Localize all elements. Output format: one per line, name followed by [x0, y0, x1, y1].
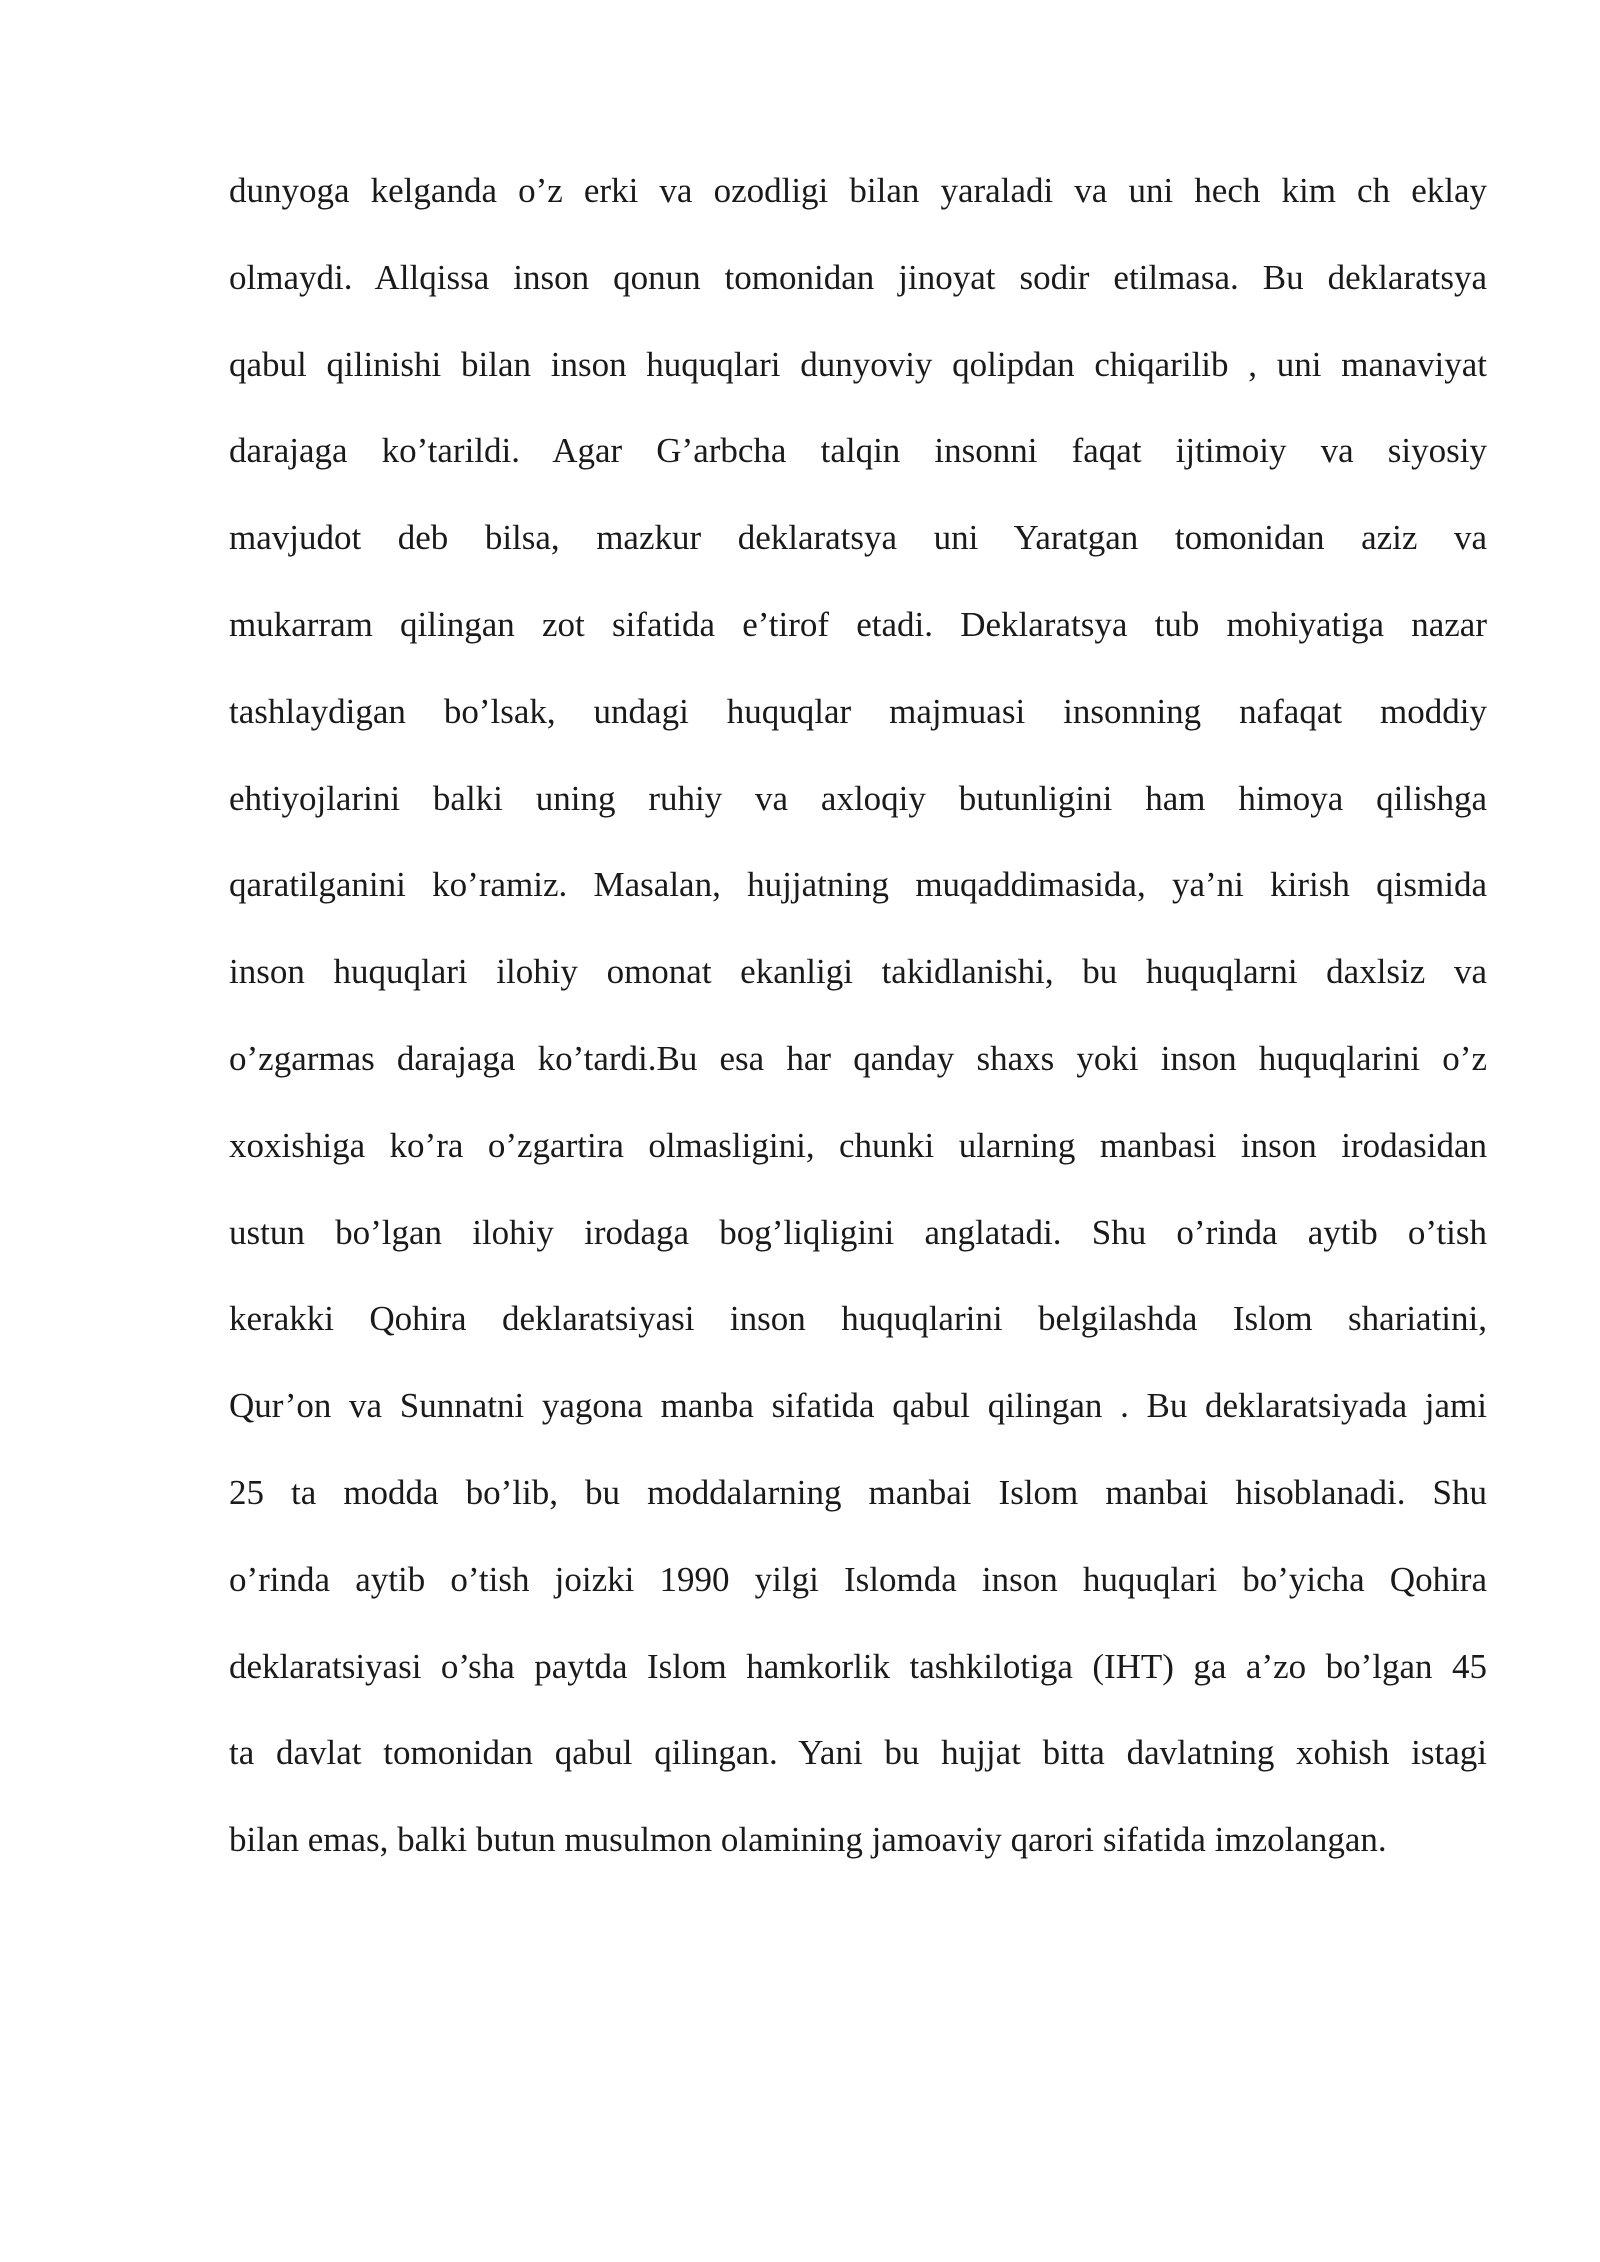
text-line: kerakki Qohira deklaratsiyasi inson huquqlarini belgilashda Islom shariatini, [229, 1299, 1487, 1339]
text-line: xoxishiga ko’ra o’zgartira olmasligini, chunki ularning manbasi inson irodasidan [229, 1125, 1487, 1165]
text-line: inson huquqlari ilohiy omonat ekanligi takidlanishi, bu huquqlarni daxlsiz va [229, 952, 1487, 992]
body-paragraph [229, 148, 1487, 1884]
text-line: deklaratsiyasi o’sha paytda Islom hamkorlik tashkilotiga (IHT) ga a’zo bo’lgan 45 [229, 1646, 1487, 1686]
text-line: darajaga ko’tarildi. Agar G’arbcha talqin insonni faqat ijtimoiy va siyosiy [229, 431, 1487, 471]
text-line: o’rinda aytib o’tish joizki 1990 yilgi Islomda inson huquqlari bo’yicha Qohira [229, 1559, 1487, 1599]
text-line: ehtiyojlarini balki uning ruhiy va axloqiy butunligini ham himoya qilishga [229, 778, 1487, 818]
text-line: 25 ta modda bo’lib, bu moddalarning manbai Islom manbai hisoblanadi. Shu [229, 1472, 1487, 1512]
text-line: olmaydi. Allqissa inson qonun tomonidan jinoyat sodir etilmasa. Bu deklaratsya [229, 257, 1487, 297]
text-line: qabul qilinishi bilan inson huquqlari dunyoviy qolipdan chiqarilib , uni manaviyat [229, 344, 1487, 384]
text-line-last: bilan emas, balki butun musulmon olamining jamoaviy qarori sifatida imzolangan. [229, 1820, 1387, 1860]
text-line: dunyoga kelganda o’z erki va ozodligi bilan yaraladi va uni hech kim ch eklay [229, 171, 1487, 210]
text-line: o’zgarmas darajaga ko’tardi.Bu esa har qanday shaxs yoki inson huquqlarini o’z [229, 1038, 1487, 1078]
text-line: tashlaydigan bo’lsak, undagi huquqlar majmuasi insonning nafaqat moddiy [229, 691, 1487, 731]
text-line: Qur’on va Sunnatni yagona manba sifatida qabul qilingan . Bu deklaratsiyada jami [229, 1386, 1487, 1426]
text-line: ta davlat tomonidan qabul qilingan. Yani bu hujjat bitta davlatning xohish istagi [229, 1733, 1487, 1773]
text-line: qaratilganini ko’ramiz. Masalan, hujjatning muqaddimasida, ya’ni kirish qismida [229, 865, 1487, 905]
text-line: mavjudot deb bilsa, mazkur deklaratsya uni Yaratgan tomonidan aziz va [229, 518, 1487, 558]
text-line: mukarram qilingan zot sifatida e’tirof etadi. Deklaratsya tub mohiyatiga nazar [229, 604, 1487, 644]
text-line: ustun bo’lgan ilohiy irodaga bog’liqligini anglatadi. Shu o’rinda aytib o’tish [229, 1212, 1487, 1252]
